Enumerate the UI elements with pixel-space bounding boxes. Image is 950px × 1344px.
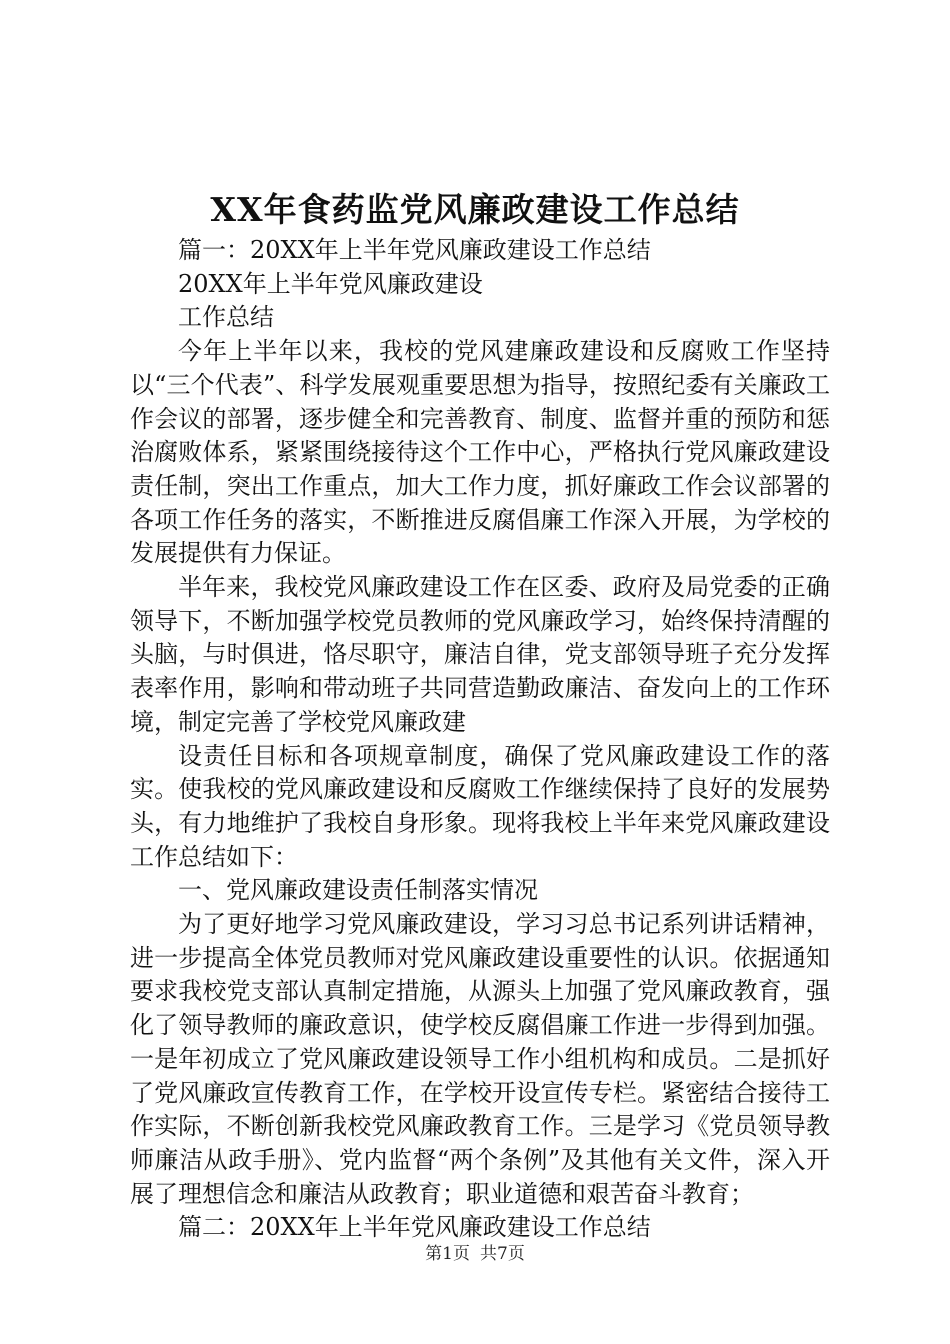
document-title: XX年食药监党风廉政建设工作总结 xyxy=(210,190,740,229)
paragraph-subtitle: 20XX年上半年党风廉政建设 xyxy=(178,269,483,298)
paragraph-section-two-heading: 篇二：20XX年上半年党风廉政建设工作总结 xyxy=(178,1213,651,1242)
page-total: 共7页 xyxy=(480,1244,525,1264)
page-number: 第1页 xyxy=(425,1244,470,1264)
paragraph-implementation: 为了更好地学习党风廉政建设，学习习总书记系列讲话精神，进一步提高全体党员教师对党风廉政建设重要性的认识。依据通知要求我校党支部认真制定措施，从源头上加强了党风廉政教育，强化了领导教师的廉政意识，使学校反腐倡廉工作进一步得到加强。一是年初成立了党风廉政建设领导工作小组机构和成员。二是抓好了党风廉政宣传教育工作，在学校开设宣传专栏。紧密结合接待工作实际，不断创新我校党风廉政教育工作。三是学习《党员领导教师廉洁从政手册》、党内监督“两个条例”及其他有关文件，深入开展了理想信念和廉洁从政教育；职业道德和艰苦奋斗教育； xyxy=(130,910,830,1208)
document-body xyxy=(130,234,830,1245)
paragraph-subtitle-continued: 工作总结 xyxy=(178,303,274,332)
paragraph-section-one-heading: 篇一：20XX年上半年党风廉政建设工作总结 xyxy=(178,236,651,264)
paragraph-intro: 今年上半年以来，我校的党风建廉政建设和反腐败工作坚持以“三个代表”、科学发展观重要思想为指导，按照纪委有关廉政工作会议的部署，逐步健全和完善教育、制度、监督并重的预防和惩治腐败体系，紧紧围绕接待这个工作中心，严格执行党风廉政建设责任制，突出工作重点，加大工作力度，抓好廉政工作会议部署的各项工作任务的落实，不断推进反腐倡廉工作深入开展，为学校的发展提供有力保证。 xyxy=(130,337,830,568)
paragraph-section-heading-one: 一、党风廉政建设责任制落实情况 xyxy=(178,876,538,905)
paragraph-half-year-summary: 半年来，我校党风廉政建设工作在区委、政府及局党委的正确领导下，不断加强学校党员教师的党风廉政学习，始终保持清醒的头脑，与时俱进，恪尽职守，廉洁自律，党支部领导班子充分发挥表率作用，影响和带动班子共同营造勤政廉洁、奋发向上的工作环境，制定完善了学校党风廉政建 xyxy=(130,573,830,736)
paragraph-responsibility-goals: 设责任目标和各项规章制度，确保了党风廉政建设工作的落实。使我校的党风廉政建设和反腐败工作继续保持了良好的发展势头，有力地维护了我校自身形象。现将我校上半年来党风廉政建设工作总结如下： xyxy=(130,741,830,871)
page-footer xyxy=(0,1242,950,1266)
